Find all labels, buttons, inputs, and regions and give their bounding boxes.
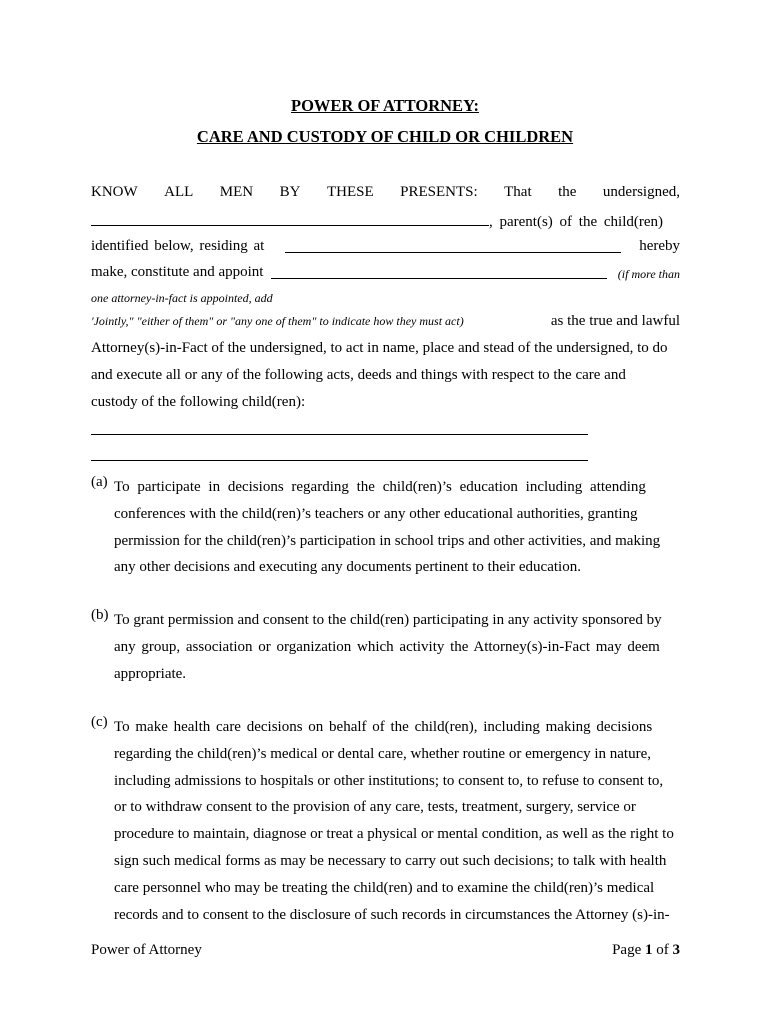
appoint-text: make, constitute and appoint xyxy=(91,264,264,280)
identified-line: identified below, residing at xyxy=(91,238,265,254)
document-title: POWER OF ATTORNEY: xyxy=(291,96,479,115)
body-line-2: and execute all or any of the following acts, deeds and things with respect to the care and xyxy=(91,367,626,383)
page-number: Page 1 of 3 xyxy=(612,942,680,958)
clause-b: (b) To grant permission and consent to the child(ren) participating in any activity sponsored by any group, association or organization which activity the Attorney(s)-in-Fact may deem appropriate. xyxy=(91,607,662,682)
hereby-text: hereby xyxy=(639,238,680,254)
document-subtitle: CARE AND CUSTODY OF CHILD OR CHILDREN xyxy=(196,127,574,146)
parent-name-field[interactable] xyxy=(91,211,489,226)
address-field[interactable] xyxy=(285,238,621,253)
italic-note-line1: one attorney-in-fact is appointed, add xyxy=(91,291,273,305)
true-lawful-text: as the true and lawful xyxy=(550,313,680,329)
intro-line: KNOW ALL MEN BY THESE PRESENTS: That the undersigned, xyxy=(91,184,680,200)
clause-c: (c) To make health care decisions on behalf of the child(ren), including making decisions regarding the child(ren)’s medical or dental care, whether routine or emergency in nature, including admissions to hospitals or other institutions; to consent to, to refuse to consent to, or to withdraw consent to the provision of any care, tests, treatment, surgery, service or procedure to maintain, diagnose or treat a physical or mental condition, as well as the right to sign such medical forms as may be necessary to carry out such decisions; to talk with health care personnel who may be treating the child(ren) and to examine the child(ren)’s medical records and to consent to the disclosure of such records in circumstances the Attorney (s)-in- xyxy=(91,714,674,923)
attorney-name-field[interactable] xyxy=(271,264,607,279)
body-line-1: Attorney(s)-in-Fact of the undersigned, to act in name, place and stead of the undersigned, to do xyxy=(91,340,668,356)
body-line-3: custody of the following child(ren): xyxy=(91,394,306,410)
parent-line: , parent(s) of the child(ren) xyxy=(91,211,663,231)
jointly-line: 'Jointly," "either of them" or "any one of them" to indicate how they must act) xyxy=(91,314,464,328)
if-more-text: (if more than xyxy=(617,267,680,281)
footer-title: Power of Attorney xyxy=(91,942,202,958)
clause-a: (a) To participate in decisions regarding the child(ren)’s education including attending conferences with the child(ren)’s teachers or any other educational authorities, granting permission for the child(ren)’s participation in school trips and other activities, and making any other decisions and executing any documents pertinent to their education. xyxy=(91,474,661,576)
child-name-field-1[interactable] xyxy=(91,434,588,435)
child-name-field-2[interactable] xyxy=(91,460,588,461)
